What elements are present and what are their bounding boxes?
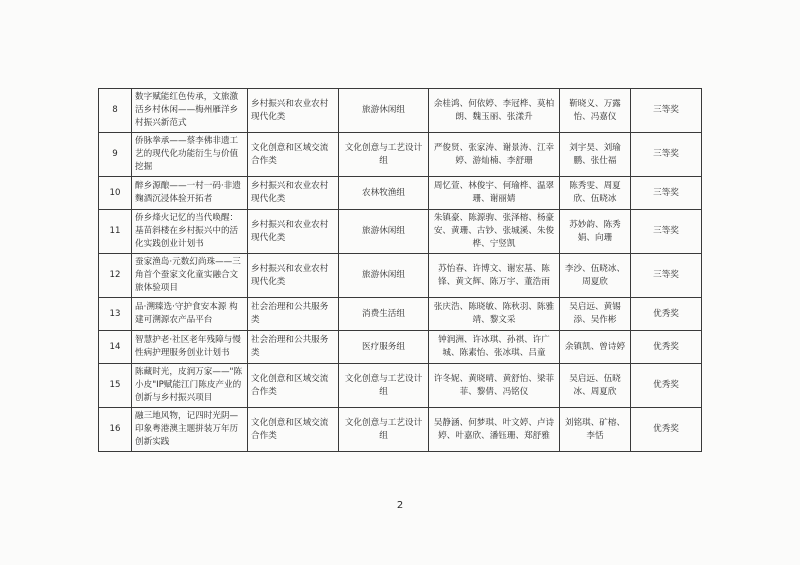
team-members: 张庆浩、陈晓敏、陈秋羽、陈雅靖、黎文采 [429,298,560,331]
row-number: 12 [99,254,132,298]
project-group: 消费生活组 [339,298,429,331]
project-category: 乡村振兴和农业农村现代化类 [248,177,339,210]
advisors: 刘宇昊、刘瑜鹏、张仕福 [560,133,631,177]
table-row [99,89,702,133]
project-category: 文化创意和区域交流合作类 [248,408,339,452]
project-group: 旅游休闲组 [339,210,429,254]
project-group: 旅游休闲组 [339,254,429,298]
page-number: 2 [396,500,404,511]
project-group: 农林牧渔组 [339,177,429,210]
award-level: 三等奖 [631,89,702,133]
award-level: 优秀奖 [631,331,702,364]
table-row [99,210,702,254]
award-level: 优秀奖 [631,364,702,408]
project-group: 文化创意与工艺设计组 [339,408,429,452]
advisors: 苏妙韵、陈秀娟、向珊 [560,210,631,254]
team-members: 许冬妮、黄晓晴、黄舒怡、梁菲菲、黎倩、冯铭仪 [429,364,560,408]
project-title: 智慧护老·社区老年残障与慢性病护理服务创业计划书 [132,331,248,364]
project-title: 陈藏时光，皮润万家——"陈小皮"IP赋能江门陈皮产业的创新与乡村振兴项目 [132,364,248,408]
project-title: 数字赋能红色传承，文旅激活乡村休闲——梅州雁洋乡村振兴新范式 [132,89,248,133]
award-level: 三等奖 [631,254,702,298]
project-group: 文化创意与工艺设计组 [339,364,429,408]
row-number: 13 [99,298,132,331]
advisors: 靳晓义、万露怡、冯嘉仪 [560,89,631,133]
table-row [99,408,702,452]
project-category: 乡村振兴和农业农村现代化类 [248,254,339,298]
project-category: 乡村振兴和农业农村现代化类 [248,89,339,133]
project-title: 融三地风物，记四时光阴—印象粤港澳主题拼装万年历创新实践 [132,408,248,452]
advisors: 李沙、伍晓冰、周夏欣 [560,254,631,298]
project-group: 文化创意与工艺设计组 [339,133,429,177]
advisors: 吴启远、伍晓冰、周夏欣 [560,364,631,408]
project-category: 社会治理和公共服务类 [248,331,339,364]
row-number: 15 [99,364,132,408]
advisors: 余镇凯、曾诗婷 [560,331,631,364]
project-title: 侨乡烽火记忆的当代唤醒：基苗斜楼在乡村振兴中的活化实践创业计划书 [132,210,248,254]
row-number: 8 [99,89,132,133]
team-members: 苏怡春、许博文、谢宏基、陈锋、黄文辉、陈万宇、董浩雨 [429,254,560,298]
team-members: 钟润洲、许冰琪、孙祺、许广城、陈素怡、张冰琪、吕童 [429,331,560,364]
advisors: 刘铭琪、矿榕、李恬 [560,408,631,452]
project-category: 社会治理和公共服务类 [248,298,339,331]
table-row [99,133,702,177]
project-title: 蚕家渔岛·元数幻尚珠——三角首个蚕家文化童实融合文旅体验项目 [132,254,248,298]
project-category: 文化创意和区域交流合作类 [248,364,339,408]
team-members: 朱镇豪、陈源驹、张泽榕、杨豪安、黄珊、古钞、张城溪、朱俊桦、宁竖凯 [429,210,560,254]
row-number: 16 [99,408,132,452]
row-number: 10 [99,177,132,210]
team-members: 余桂鸿、何依婷、李冠桦、莫柏朗、魏玉丽、张漾升 [429,89,560,133]
table-row [99,331,702,364]
awards-table [98,88,702,452]
advisors: 陈秀雯、周夏欣、伍晓冰 [560,177,631,210]
award-level: 三等奖 [631,177,702,210]
project-title: 品·溯臻选·守护食安本源 构建可溯源农产品平台 [132,298,248,331]
award-level: 三等奖 [631,210,702,254]
row-number: 11 [99,210,132,254]
project-category: 文化创意和区域交流合作类 [248,133,339,177]
row-number: 9 [99,133,132,177]
table-row [99,298,702,331]
project-title: 醉乡源酿——一村一码·非遗麴酒沉浸体验开拓者 [132,177,248,210]
project-group: 医疗服务组 [339,331,429,364]
award-level: 优秀奖 [631,408,702,452]
award-level: 优秀奖 [631,298,702,331]
award-level: 三等奖 [631,133,702,177]
team-members: 吴静涵、何梦琪、叶文婷、卢诗婷、叶嘉欣、潘钰珊、郑舒雅 [429,408,560,452]
team-members: 周忆萱、林俊宇、何瑜桦、温翠珊、谢丽婧 [429,177,560,210]
table-row [99,254,702,298]
table-row [99,177,702,210]
table-row [99,364,702,408]
project-group: 旅游休闲组 [339,89,429,133]
row-number: 14 [99,331,132,364]
advisors: 吴启远、黄锡添、吴作彬 [560,298,631,331]
project-title: 侨脉拳承——蔡李佛非遗工艺的现代化功能衍生与价值挖掘 [132,133,248,177]
project-category: 乡村振兴和农业农村现代化类 [248,210,339,254]
team-members: 严俊贤、张家涛、谢景涛、江幸婷、游灿楠、李舒珊 [429,133,560,177]
